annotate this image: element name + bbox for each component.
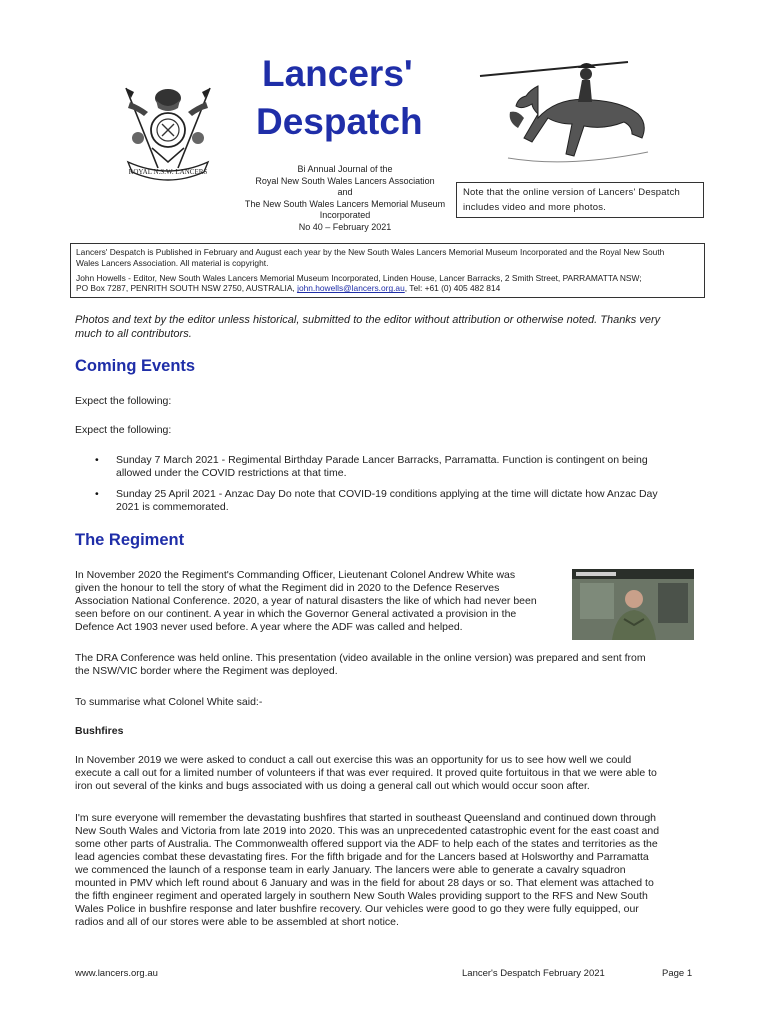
publication-info <box>240 164 450 233</box>
coming-events-heading: Coming Events <box>75 357 196 375</box>
regiment-para-4-line2: execute a call out for a limited number of volunteers if that was ever required. It proved quite fortuitous in that we were able to <box>75 767 657 779</box>
svg-text:ROYAL N.S.W. LANCERS: ROYAL N.S.W. LANCERS <box>128 168 208 176</box>
regiment-para-2 <box>75 652 697 678</box>
info-line3: John Howells - Editor, New South Wales Lancers Memorial Museum Incorporated, Linden House, Lancer Barracks, 2 Smith Street, PARRAMATTA NSW; <box>76 272 642 283</box>
regiment-para-4 <box>75 754 697 793</box>
publication-line3: and <box>337 187 353 197</box>
bushfires-subheading: Bushfires <box>75 725 124 737</box>
event-item-2 <box>116 488 696 514</box>
footer-website: www.lancers.org.au <box>75 968 158 979</box>
bullet-1: • <box>95 454 99 466</box>
regiment-para-5-line3: some other parts of Australia. The Commonwealth offered support via the ADF to help each of the states and territories as the <box>75 838 658 850</box>
publication-line2: Royal New South Wales Lancers Association <box>255 175 435 186</box>
info-line2: Wales Lancers Association. All material is copyright. <box>76 257 269 268</box>
regiment-para-2-line1: The DRA Conference was held online. This presentation (video available in the online version) was prepared and sent from <box>75 652 646 664</box>
info-line4-prefix: PO Box 7287, PENRITH SOUTH NSW 2750, AUSTRALIA, <box>76 283 298 294</box>
coming-events-intro-1: Expect the following: <box>75 395 172 407</box>
publication-line4: The New South Wales Lancers Memorial Museum <box>244 198 446 209</box>
credits-note <box>75 313 705 341</box>
event-item-1 <box>116 454 696 480</box>
event-item-2-line1: Sunday 25 April 2021 - Anzac Day Do note that COVID-19 conditions applying at the time will dictate how Anzac Day <box>116 488 658 500</box>
regiment-para-5-line7: the fifth engineer regiment and operated largely in southern New South Wales providing support to the RFS and New South <box>75 890 648 902</box>
regiment-para-5-line8: Wales Police in bushfire response and later bushfire recovery. Our vehicles were good to go they were fully equipped, our <box>75 903 639 915</box>
event-item-1-line2: allowed under the COVID restrictions at that time. <box>116 467 347 479</box>
regiment-para-2-line2: the NSW/VIC border where the Regiment was deployed. <box>75 665 338 677</box>
credits-line2: much to all contributors. <box>75 328 192 340</box>
publication-line5: Incorporated <box>319 210 371 220</box>
editor-email-link[interactable]: john.howells@lancers.org.au <box>297 283 405 294</box>
lancer-horseman-icon <box>478 58 668 178</box>
footer-issue: Lancer's Despatch February 2021 <box>462 968 605 979</box>
regiment-para-5-line9: radios and all of our stores were able to be assembled at short notice. <box>75 916 399 928</box>
regiment-para-3: To summarise what Colonel White said:- <box>75 696 263 708</box>
regiment-para-5-line6: mounted in PMV which left round about 6 January and was in the field for about 28 days or so. That element was attached to <box>75 877 654 889</box>
credits-line1: Photos and text by the editor unless historical, submitted to the editor without attribution or otherwise noted. Thanks very <box>75 314 661 326</box>
coming-events-intro-2: Expect the following: <box>75 424 172 436</box>
publication-issue: No 40 – February 2021 <box>298 221 392 232</box>
regiment-para-4-line1: In November 2019 we were asked to conduct a call out exercise this was an opportunity for us to see how well we could <box>75 754 632 766</box>
bullet-2: • <box>95 488 99 500</box>
info-line1: Lancers' Despatch is Published in February and August each year by the New South Wales Lancers Memorial Museum Incorporated and the Royal New South <box>76 247 665 257</box>
note-line1: Note that the online version of Lancers' Despatch <box>463 187 681 198</box>
info-line4 <box>76 283 699 294</box>
regiment-para-1-line3: Association National Conference. 2020, a year of natural disasters the like of which had never been <box>75 595 537 607</box>
regiment-para-5-line2: New South Wales and Victoria from late 2019 into 2020. This was an unprecedented catastrophic event for the east coast and <box>75 825 660 837</box>
publication-line1: Bi Annual Journal of the <box>297 164 393 174</box>
regiment-para-1-line1: In November 2020 the Regiment's Commanding Officer, Lieutenant Colonel Andrew White was <box>75 569 516 581</box>
regiment-para-5-line1: I'm sure everyone will remember the devastating bushfires that started in southeast Queensland and continued down through <box>75 812 657 824</box>
footer-page-number: Page 1 <box>662 968 693 979</box>
regiment-para-1-line5: Defence Act 1903 never used before. A year where the ADF was called and helped. <box>75 621 463 633</box>
regiment-para-5 <box>75 812 697 929</box>
video-thumbnail-icon[interactable] <box>572 569 694 640</box>
event-item-1-line1: Sunday 7 March 2021 - Regimental Birthday Parade Lancer Barracks, Parramatta. Function is contingent on being <box>116 454 648 466</box>
event-item-2-line2: 2021 is commemorated. <box>116 501 229 513</box>
regiment-para-5-line5: we commenced the launch of a response team in early January. The lancers were able to generate a cavalry squadron <box>75 864 626 876</box>
regiment-para-4-line3: iron out several of the kinks and bugs associated with us doing a general call out which would occur soon after. <box>75 780 590 792</box>
masthead-title-line2: Despatch <box>256 101 423 142</box>
regimental-crest-icon <box>118 78 218 188</box>
regiment-para-1-line2: given the honour to tell the story of what the Regiment did in 2020 to the Defence Reserves <box>75 582 500 594</box>
regiment-para-1-line4: seen before on our continent. A year in which the Governor General activated a provision in the <box>75 608 517 620</box>
regiment-para-5-line4: lead agencies combat these devastating fires. For the fifth brigade and for the Lancers based at Holsworthy and Parramatta <box>75 851 649 863</box>
masthead-title-line1: Lancers' <box>262 53 413 94</box>
note-line2: includes video and more photos. <box>463 202 606 213</box>
online-version-note <box>456 182 704 218</box>
copyright-info-box <box>70 243 705 298</box>
regiment-para-1 <box>75 569 560 634</box>
info-line4-suffix: , Tel: +61 (0) 405 482 814 <box>404 283 501 294</box>
regiment-heading: The Regiment <box>75 531 185 549</box>
